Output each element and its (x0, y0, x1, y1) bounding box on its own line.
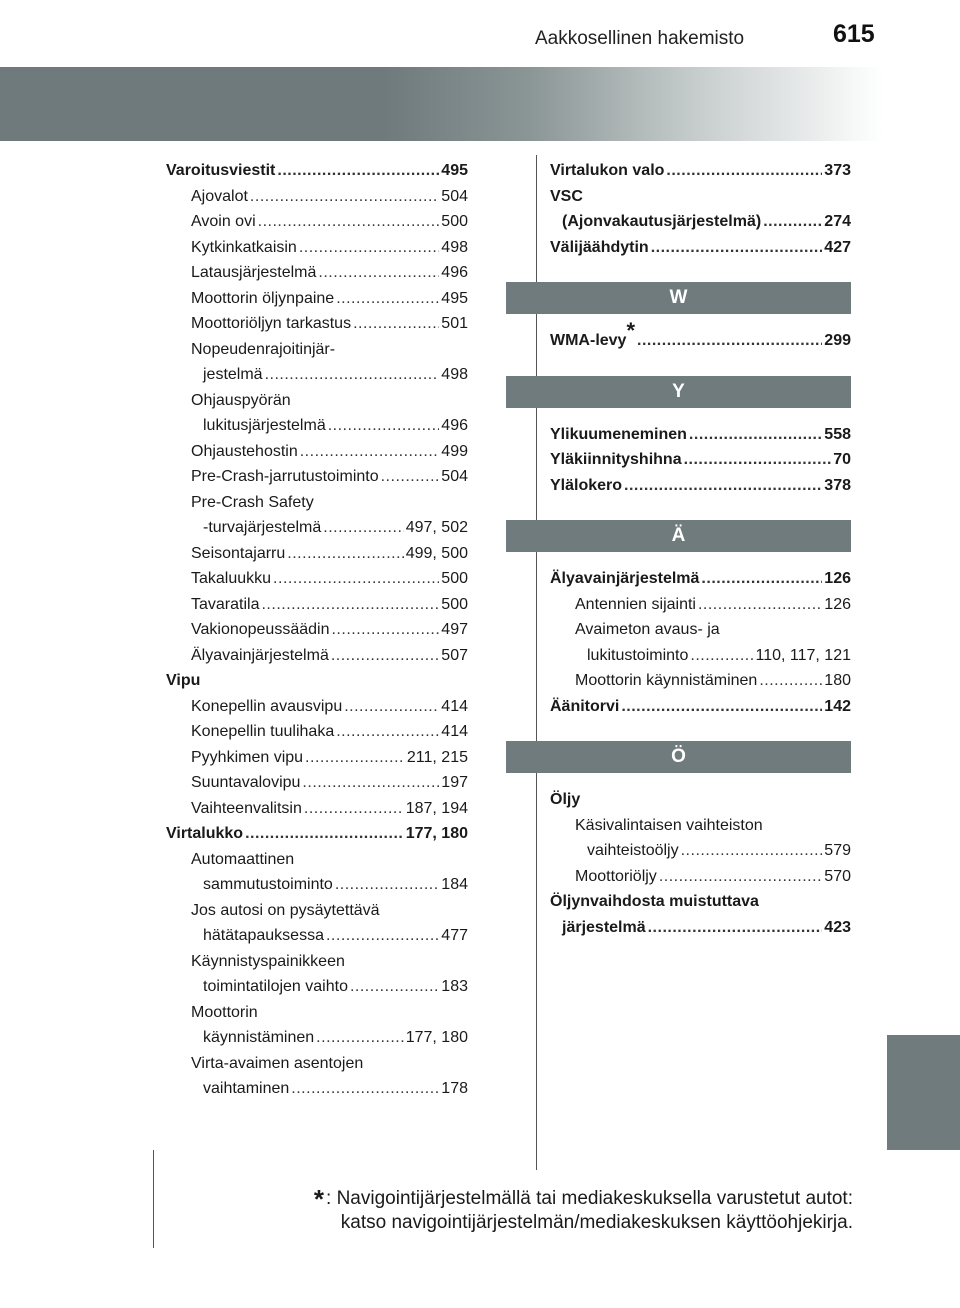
index-entry: Moottorin käynnistäminen ..... 180 (550, 668, 851, 694)
index-entry: Avoin ovi ..... 500 (166, 209, 468, 235)
index-entry: Varoitusviestit ..... 495 (166, 158, 468, 184)
index-entry: käynnistäminen ..... 177, 180 (166, 1025, 468, 1051)
index-entry: Öljy (550, 791, 581, 808)
index-entry: Virtalukon valo ..... 373 (550, 158, 851, 184)
index-entry: Älyavainjärjestelmä ..... 507 (166, 643, 468, 669)
index-entry: WMA-levy* ..... 299 (550, 328, 851, 354)
index-entry: Vakionopeussäädin ..... 497 (166, 617, 468, 643)
index-entry: Seisontajarru ..... 499, 500 (166, 541, 468, 567)
index-entry: Moottorin öljynpaine ..... 495 (166, 286, 468, 312)
footnote-line-2: katso navigointijärjestelmän/mediakeskuksen käyttöohjekirja. (340, 1212, 853, 1233)
index-entry: (Ajonvakautusjärjestelmä) ..... 274 (550, 209, 851, 235)
index-entry: Pre-Crash-jarrutustoiminto ..... 504 (166, 464, 468, 490)
index-entry: Moottoriöljyn tarkastus ..... 501 (166, 311, 468, 337)
index-entry: vaihtaminen ..... 178 (166, 1076, 468, 1102)
index-entry: Ylikuumeneminen ..... 558 (550, 422, 851, 448)
index-entry: Vaihteenvalitsin ..... 187, 194 (166, 796, 468, 822)
index-entry: Käynnistyspainikkeen (191, 952, 345, 970)
section-header-y: Y (506, 376, 851, 408)
index-entry: Älyavainjärjestelmä ..... 126 (550, 566, 851, 592)
index-entry: Pre-Crash Safety (191, 493, 314, 511)
index-entry: -turvajärjestelmä ..... 497, 502 (166, 515, 468, 541)
index-entry: Ohjaustehostin ..... 499 (166, 439, 468, 465)
header-banner (0, 67, 960, 141)
side-tab (887, 1035, 960, 1150)
index-entry: Ajovalot ..... 504 (166, 184, 468, 210)
section-header-w: W (506, 282, 851, 314)
index-entry: VSC (550, 187, 583, 205)
footnote-line-1: * : Navigointijärjestelmällä tai mediakeskuksella varustetut autot: (313, 1184, 853, 1214)
index-entry: Konepellin avausvipu ..... 414 (166, 694, 468, 720)
index-column-left (166, 158, 468, 1102)
index-entry: Automaattinen (191, 850, 295, 868)
index-entry: Nopeudenrajoitinjär- (191, 340, 336, 358)
index-entry: Moottorin (191, 1003, 258, 1021)
index-entry: Virtalukko ..... 177, 180 (166, 821, 468, 847)
section-header-oe: Ö (506, 741, 851, 773)
index-entry: Pyyhkimen vipu ..... 211, 215 (166, 745, 468, 771)
index-entry: toimintatilojen vaihto ..... 183 (166, 974, 468, 1000)
index-entry: vaihteistoöljy ..... 579 (550, 838, 851, 864)
index-entry: Antennien sijainti ..... 126 (550, 592, 851, 618)
footnote-marker: * (313, 1184, 325, 1214)
index-entry: Jos autosi on pysäytettävä (191, 901, 380, 919)
page-number: 615 (833, 20, 875, 48)
index-entry: Kytkinkatkaisin ..... 498 (166, 235, 468, 261)
header-title: Aakkosellinen hakemisto (535, 28, 745, 49)
index-entry: Konepellin tuulihaka ..... 414 (166, 719, 468, 745)
index-entry: Käsivalintaisen vaihteiston (575, 816, 763, 834)
index-entry: Suuntavalovipu ..... 197 (166, 770, 468, 796)
index-entry: Virta-avaimen asentojen (191, 1054, 364, 1072)
index-entry: Latausjärjestelmä ..... 496 (166, 260, 468, 286)
index-entry: Ohjauspyörän (191, 391, 291, 409)
index-entry: hätätapauksessa ..... 477 (166, 923, 468, 949)
index-entry: Äänitorvi ..... 142 (550, 694, 851, 720)
index-entry: lukitusjärjestelmä ..... 496 (166, 413, 468, 439)
index-entry: sammutustoiminto ..... 184 (166, 872, 468, 898)
index-entry: Avaimeton avaus- ja (575, 621, 720, 638)
index-entry: lukitustoiminto ..... 110, 117, 121 (550, 643, 851, 669)
section-header-ae: Ä (506, 520, 851, 552)
index-entry: Moottoriöljy ..... 570 (550, 864, 851, 890)
index-entry: Takaluukku ..... 500 (166, 566, 468, 592)
index-entry: Yläkiinnityshihna ..... 70 (550, 447, 851, 473)
index-column-right (550, 158, 851, 940)
index-entry: järjestelmä ..... 423 (550, 915, 851, 941)
index-entry: Välijäähdytin ..... 427 (550, 235, 851, 261)
index-entry: Tavaratila ..... 500 (166, 592, 468, 618)
index-entry: Ylälokero ..... 378 (550, 473, 851, 499)
index-entry: jestelmä ..... 498 (166, 362, 468, 388)
index-entry: Öljynvaihdosta muistuttava (550, 893, 759, 910)
footnote-marker: * (626, 318, 636, 343)
index-entry: Vipu (166, 672, 201, 689)
